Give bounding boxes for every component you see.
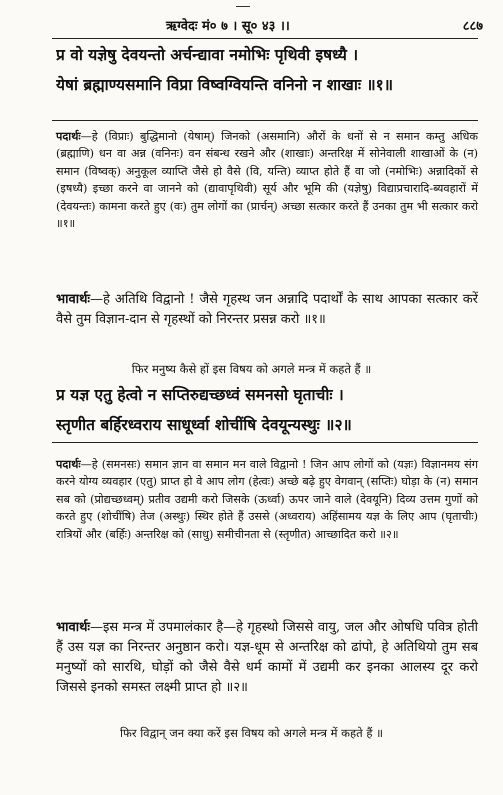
bhavartha-2-label: भावार्थः [56, 620, 91, 635]
mantra-1-line-2: येषां ब्रह्माण्यसमानि विप्रा विष्वग्वियन्ति वनिनो न शाखाः ॥१॥ [56, 75, 393, 94]
bhavartha-1-text: —हे अतिथि विद्वानो ! जैसे गृहस्थ जन अन्नादि पदार्थों के साथ आपका सत्कार करें वैसे तुम विज्ञान-दान से गृहस्थों को निरन्तर प्रसन्न करो ॥१॥ [56, 292, 478, 327]
padartha-2 [56, 456, 478, 543]
padartha-2-label: पदार्थः [56, 457, 81, 471]
bhavartha-1 [56, 290, 478, 330]
mantra-2-line-2: स्तृणीत बर्हिरध्वराय साधूर्ध्वा शोचींषि देवयून्यस्थुः ॥२॥ [56, 415, 352, 434]
page-number: ८८७ [462, 19, 483, 34]
padartha-1-text: —हे (विप्राः) बुद्धिमानो (येषाम्) जिनको (असमानि) औरों के धनों से न समान कम्तु अधिक (ब्रह्माणि) धन वा अन्न (वनिनः) वन संबन्ध रखने और (शाखाः) अन्तरिक्ष में सोनेवाली शाखाओं के (न) समान (विष्वक्) अनुकूल व्याप्ति जैसे हो वैसे (वि, यन्ति) व्याप्त होते हैं वा जो (नमोभिः) अन्नादिकों से (इषध्यै) इच्छा करने वा जानने को (द्यावापृथिवी) सूर्य और भूमि की (यज्ञेषु) विद्याप्रचारादि-ब्यवहारों में (देवयन्तः) कामना करते हुए (वः) तुम लोगों का (प्रार्चन्) अच्छा सत्कार करते हैं उनका तुम भी सत्कार करो ॥१॥ [56, 130, 478, 231]
header-rule [52, 38, 478, 39]
bhavartha-2-text: —इस मन्त्र में उपमालंकार है—हे गृहस्थो जिससे वायु, जल और ओषधि पवित्र होती हैं उस यज्ञ का निरन्तर अनुष्ठान करो। यज्ञ-धूम से अन्तरिक्ष को ढांपो, हे अतिथियो तुम सब मनुष्यों को सारथि, घोड़ों को जैसे वैसे धर्म कामों में उद्यमी कर इनका आलस्य दूर करो जिससे इनको समस्त लक्ष्मी प्राप्त हो ॥२॥ [56, 620, 478, 695]
page-header [0, 14, 503, 38]
padartha-2-text: —हे (समनसः) समान ज्ञान वा समान मन वाले विद्वानो ! जिन आप लोगों को (यज्ञः) विज्ञानमय संग करने योग्य व्यवहार (एतु) प्राप्त हो वे आप लोग (हेत्वः) अच्छे बढ़े हुए वेगवान् (सप्तिः) घोड़ा के (न) समान सब को (प्रोद्यच्छध्वम्) प्रतीव उद्यमी करो जिसके (ऊर्ध्वा) ऊपर जाने वाले (देवयूनि) दिव्य उत्तम गुणों को करते हुए (शोचींषि) तेज (अस्थुः) स्थिर होते हैं उससे (अध्वराय) अहिंसामय यज्ञ के लिए आप (घृताचीः) रात्रियों और (बर्हिः) अन्तरिक्ष को (साधु) समीचीनता से (स्तृणीत) आच्छादित करो ॥२॥ [56, 458, 478, 541]
intro-mantra-2: फिर मनुष्य कैसे हों इस विषय को अगले मन्त्र में कहते हैं ॥ [131, 362, 372, 376]
top-dash [236, 6, 250, 7]
padartha-1-label: पदार्थः [56, 129, 81, 143]
mantra-2-line-1: प्र यज्ञ एतु हेत्वो न सप्तिरुद्यच्छध्वं समनसो घृताचीः । [56, 385, 344, 404]
bhavartha-1-label: भावार्थः [56, 292, 91, 307]
mantra-1-rule [52, 120, 478, 121]
bhavartha-2 [56, 618, 478, 698]
running-title: ऋग्वेदः मं० ७ । सू० ४३ ।। [166, 19, 290, 34]
padartha-1 [56, 128, 478, 232]
mantra-1-line-1: प्र वो यज्ञेषु देवयन्तो अर्चन्द्यावा नमोभिः पृथिवी इषध्यै । [56, 45, 359, 64]
intro-mantra-3: फिर विद्वान् जन क्या करें इस विषय को अगले मन्त्र में कहते हैं ॥ [120, 726, 383, 740]
mantra-2-rule [52, 442, 478, 443]
